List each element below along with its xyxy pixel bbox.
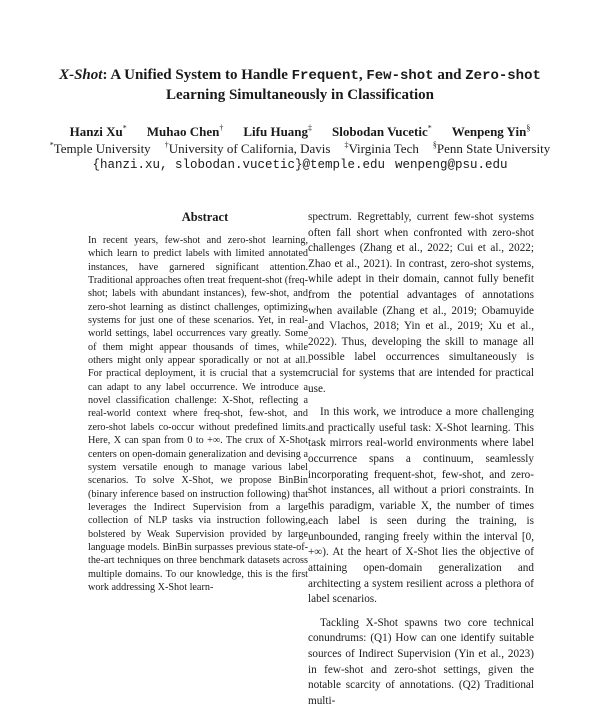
body-right-column [308, 210, 534, 709]
affiliation: †University of California, Davis [164, 140, 331, 156]
affiliation: §Penn State University [432, 140, 551, 156]
affiliation: ‡Virginia Tech [344, 140, 419, 156]
abstract-text: In recent years, few-shot and zero-shot learning, which learn to predict labels with limited annotated instances, have garnered significant attention. Traditional approaches often treat frequent-shot (freq-shot; labels with abundant instances), few-shot, and zero-shot learning as distinct challenges, optimizing systems for just one of these scenarios. Yet, in real-world settings, label occurrences vary greatly. Some of them might appear thousands of times, while others might only appear sporadically or not at all. For practical deployment, it is crucial that a system can adapt to any label occurrence. We introduce a novel classification challenge: X-Shot, reflecting a real-world context where freq-shot, few-shot, and zero-shot labels co-occur without predefined limits. Here, X can span from 0 to +∞. The crux of X-Shot centers on open-domain generalization and devising a system versatile enough to manage various label scenarios. To solve X-Shot, we propose BinBin (binary inference based on instruction following) that leverages the Indirect Supervision from a large collection of NLP tasks via instruction following, bolstered by Weak Supervision provided by large language models. BinBin surpasses previous state-of-the-art techniques on three benchmark datasets across multiple domains. To our knowledge, this is the first work addressing X-Shot learn- [88, 235, 308, 593]
author: Wenpeng Yin§ [451, 123, 531, 139]
author: Muhao Chen† [146, 123, 224, 139]
title-line-2: Learning Simultaneously in Classification [166, 87, 434, 103]
title-line-1: X-Shot: A Unified System to Handle Frequent, Few-shot and Zero-shot [59, 67, 541, 84]
abstract-heading: Abstract [181, 210, 229, 224]
affiliations [0, 140, 600, 157]
body-paragraph: In this work, we introduce a more challenging and practically useful task: X-Shot learning. This task mirrors real-world environments where label occurrence spans a continuum, seamlessly incorporating frequent-shot, few-shot, and zero-shot instances, all without a priori constraints. In this paradigm, variable X, the number of times each label is seen during the training, is unbounded, ranging freely within the interval [0, +∞). At the heart of X-Shot lies the objective of attaining open-domain generalization and architecting a system resilient across a plethora of label scenarios. [308, 406, 534, 606]
author-names [0, 123, 600, 140]
title-x-shot: X-Shot [59, 67, 103, 83]
author-emails [0, 157, 600, 174]
body-paragraph: spectrum. Regrettably, current few-shot systems often fall short when confronted with zero-shot challenges (Zhang et al., 2022; Cui et al., 2022; Zhao et al., 2021). In contrast, zero-shot systems, while adept in their domain, cannot fully benefit from the potential advantages of annotations when available (Zhang et al., 2019; Obamuyide and Vlachos, 2018; Yin et al., 2019; Xu et al., 2022). Thus, developing the skill to manage all possible label occurrences simultaneously is crucial for systems that are intended for practical use. [308, 211, 534, 395]
author: Slobodan Vucetic* [332, 123, 432, 139]
paper-title [0, 66, 600, 105]
email[interactable]: wenpeng@psu.edu [395, 158, 508, 172]
body-paragraph: Tackling X-Shot spawns two core technical conundrums: (Q1) How can one identify suitable sources of Indirect Supervision (Yin et al., 2023) in few-shot and zero-shot settings, given the notable scarcity of annotations. (Q2) Traditional multi- [308, 616, 534, 707]
author: Lifu Huang‡ [243, 123, 313, 139]
abstract-section [88, 210, 308, 594]
email[interactable]: {hanzi.xu, slobodan.vucetic}@temple.edu [92, 158, 386, 172]
affiliation: *Temple University [49, 140, 151, 156]
author: Hanzi Xu* [69, 123, 127, 139]
author-block [0, 123, 600, 174]
